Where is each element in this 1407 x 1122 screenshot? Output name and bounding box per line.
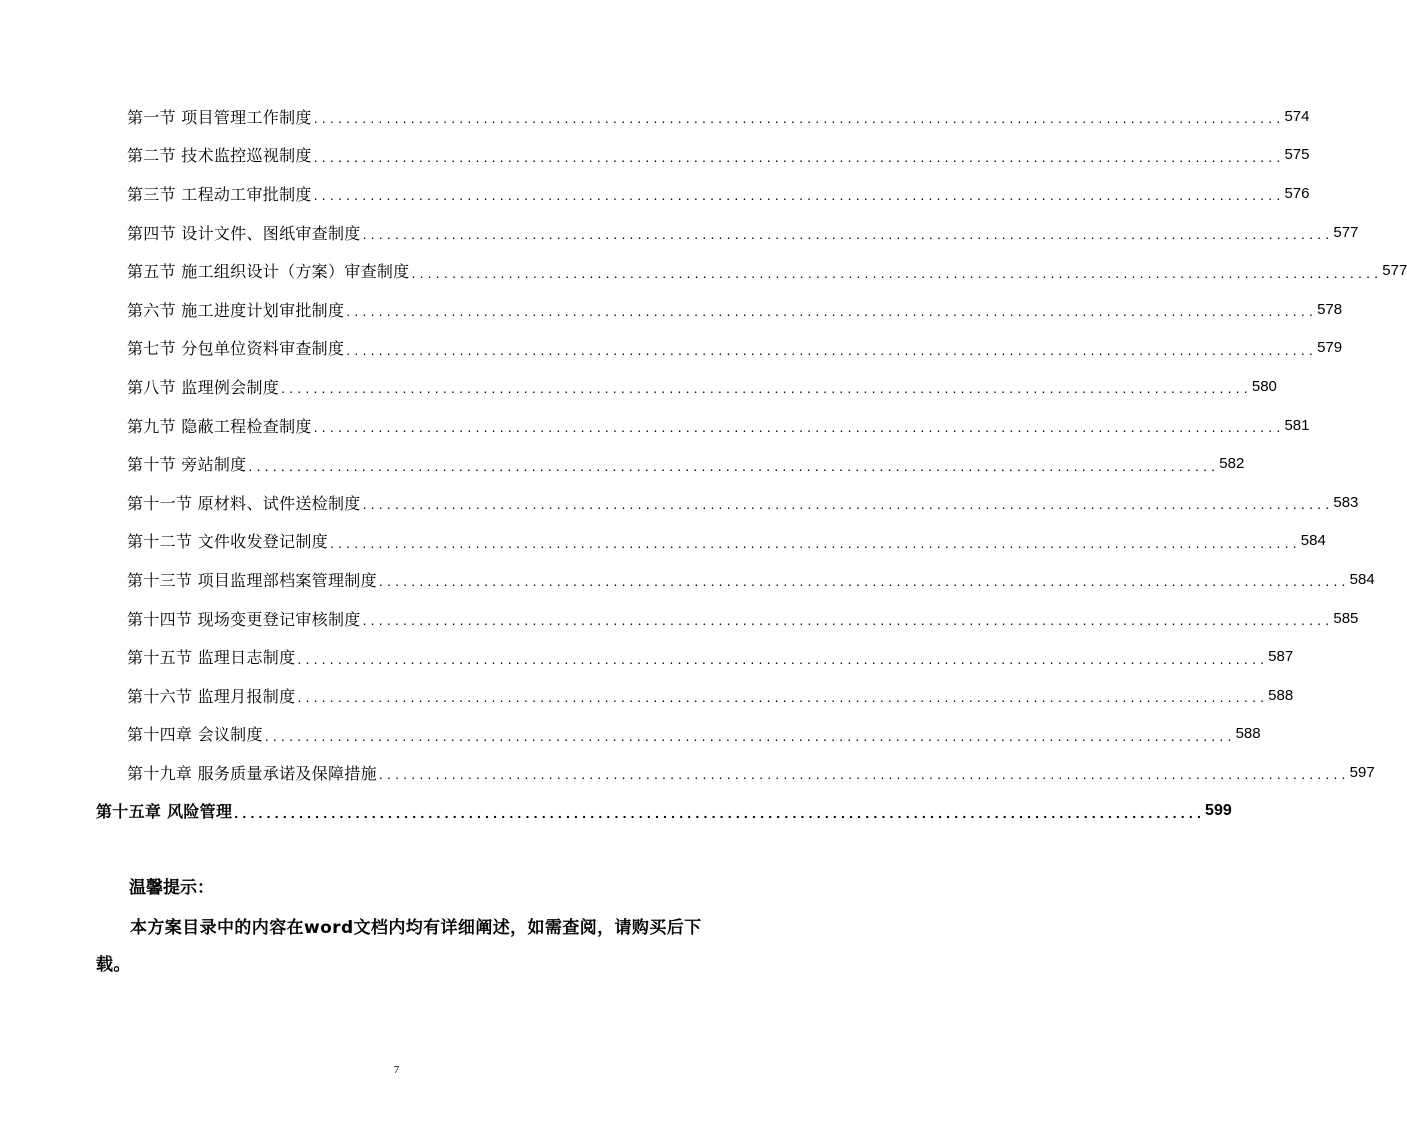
toc-entry-page: 584 <box>1349 570 1375 588</box>
toc-leader-dots: ........................................................................................................................ <box>234 804 1206 821</box>
toc-leader-dots: ........................................................................................................................ <box>313 148 1285 165</box>
note-body: 本方案目录中的内容在word文档内均有详细阐述，如需查阅，请购买后下载。 <box>96 918 702 975</box>
toc-entry-title: 第十五节 监理日志制度 <box>127 645 297 668</box>
toc-entry-title: 第十三节 项目监理部档案管理制度 <box>127 568 379 591</box>
toc-entry-title: 第六节 施工进度计划审批制度 <box>127 298 346 321</box>
toc-entry-page: 588 <box>1268 686 1294 704</box>
toc-entry-title: 第十四节 现场变更登记审核制度 <box>127 607 363 630</box>
note-heading: 温馨提示： <box>129 878 214 898</box>
toc-entry[interactable] <box>0 174 1310 213</box>
toc-leader-dots: ........................................................................................................................ <box>330 534 1301 551</box>
page-number: 7 <box>393 1064 400 1076</box>
toc-entry-page: 584 <box>1300 532 1326 550</box>
toc-leader-dots: ........................................................................................................................ <box>346 303 1318 320</box>
toc-leader-dots: ........................................................................................................................ <box>362 496 1334 513</box>
toc-entry[interactable] <box>0 251 1407 290</box>
toc-leader-dots: ........................................................................................................................ <box>378 573 1350 590</box>
toc-leader-dots: ........................................................................................................................ <box>248 457 1220 474</box>
toc-entry-page: 574 <box>1284 107 1310 125</box>
toc-leader-dots: ........................................................................................................................ <box>362 612 1334 629</box>
toc-entry-title: 第十一节 原材料、试件送检制度 <box>127 491 363 514</box>
toc-leader-dots: ........................................................................................................................ <box>297 650 1269 667</box>
toc-entry-page: 579 <box>1317 339 1343 357</box>
toc-entry-title: 第十二节 文件收发登记制度 <box>127 529 330 552</box>
toc-leader-dots: ........................................................................................................................ <box>281 380 1252 397</box>
toc-entry-title: 第十节 旁站制度 <box>127 452 249 475</box>
toc-entry-title: 第五节 施工组织设计（方案）审查制度 <box>127 259 412 282</box>
toc-entry-title: 第二节 技术监控巡视制度 <box>127 143 314 166</box>
toc-entry[interactable] <box>0 522 1326 561</box>
toc-entry-page: 581 <box>1284 416 1310 434</box>
toc-entry-title: 第三节 工程动工审批制度 <box>127 182 314 205</box>
toc-entry-page: 585 <box>1333 609 1359 627</box>
toc-leader-dots: ........................................................................................................................ <box>346 341 1318 358</box>
toc-leader-dots: ........................................................................................................................ <box>362 226 1334 243</box>
toc-entry-title: 第一节 项目管理工作制度 <box>127 105 314 128</box>
toc-leader-dots: ........................................................................................................................ <box>313 110 1285 127</box>
toc-leader-dots: ........................................................................................................................ <box>264 727 1236 744</box>
toc-entry[interactable] <box>0 560 1375 599</box>
toc-entry-title: 第七节 分包单位资料审查制度 <box>127 336 346 359</box>
toc-entry-page: 577 <box>1333 223 1359 241</box>
toc-entry[interactable] <box>0 483 1359 522</box>
toc-entry-page: 597 <box>1349 763 1375 781</box>
toc-entry-page: 599 <box>1205 801 1232 819</box>
toc-entry-title: 第九节 隐蔽工程检查制度 <box>127 414 314 437</box>
toc-entry[interactable] <box>0 753 1375 792</box>
toc-entry-page: 583 <box>1333 493 1359 511</box>
toc-entry[interactable] <box>0 444 1245 483</box>
toc-entry-title: 第四节 设计文件、图纸审查制度 <box>127 221 363 244</box>
toc-entry-page: 580 <box>1251 377 1277 395</box>
toc-entry-page: 576 <box>1284 184 1310 202</box>
toc-entry[interactable] <box>0 406 1310 445</box>
toc-entry-title: 第八节 监理例会制度 <box>127 375 281 398</box>
toc-entry[interactable] <box>0 290 1343 329</box>
toc-entry[interactable] <box>0 213 1359 252</box>
toc-entry-page: 582 <box>1219 455 1245 473</box>
toc-entry-title: 第十六节 监理月报制度 <box>127 684 297 707</box>
toc-entry-page: 578 <box>1317 300 1343 318</box>
toc-leader-dots: ........................................................................................................................ <box>378 766 1350 783</box>
toc-entry[interactable] <box>0 715 1261 754</box>
toc-entry-title: 第十九章 服务质量承诺及保障措施 <box>127 761 379 784</box>
toc-entry[interactable] <box>0 599 1359 638</box>
toc-entry-page: 577 <box>1382 262 1407 280</box>
table-of-contents <box>0 97 1407 830</box>
toc-entry-title: 第十五章 风险管理 <box>96 799 234 822</box>
toc-entry-title: 第十四章 会议制度 <box>127 722 265 745</box>
toc-leader-dots: ........................................................................................................................ <box>297 689 1269 706</box>
toc-entry-page: 575 <box>1284 146 1310 164</box>
toc-entry[interactable] <box>0 367 1277 406</box>
toc-entry-page: 587 <box>1268 648 1294 666</box>
toc-entry[interactable] <box>0 136 1310 175</box>
toc-entry-page: 588 <box>1235 725 1261 743</box>
toc-leader-dots: ........................................................................................................................ <box>313 187 1285 204</box>
toc-entry[interactable] <box>0 97 1310 136</box>
toc-chapter-entry[interactable] <box>0 792 1232 831</box>
toc-leader-dots: ........................................................................................................................ <box>313 419 1285 436</box>
toc-entry[interactable] <box>0 329 1343 368</box>
toc-leader-dots: ........................................................................................................................ <box>411 264 1383 281</box>
toc-entry[interactable] <box>0 637 1294 676</box>
toc-entry[interactable] <box>0 676 1294 715</box>
